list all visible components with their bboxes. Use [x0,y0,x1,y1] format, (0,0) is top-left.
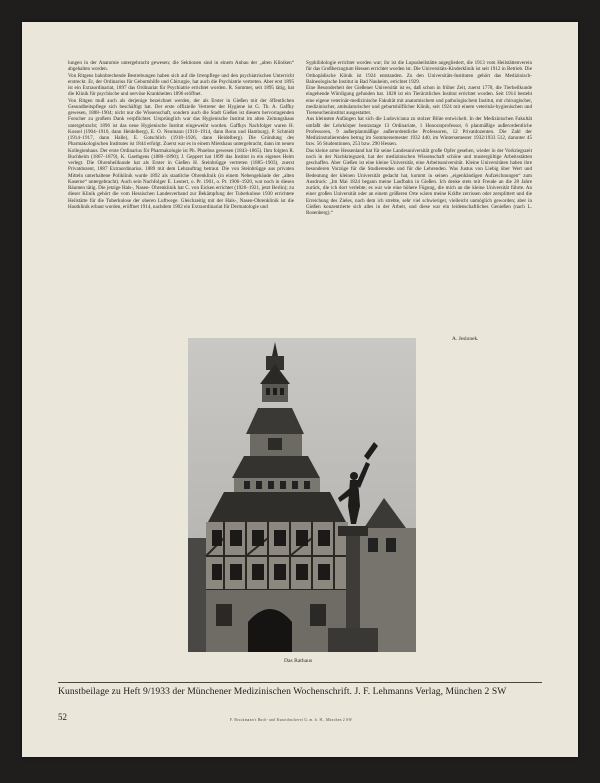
paragraph: Von Ritgens bahnbrechende Bestrebungen haben sich auf die Irrenpflege und den psychiatrischen Unterricht erstreckt. Er, der Ordinarius für Geburtshilfe und Chirurgie, hat auch die Psychiatrie vertreten. Aber erst 1895 ist ein Extraordinariat, 1897 das Ordinariat für Psychiatrie errichtet worden. R. Sommer, seit 1895 tätig, hat die Klinik für psychische und nervöse Krankheiten 1896 eröffnet. [68,72,294,98]
paragraph: Von Ritgen muß auch als derjenige bezeichnet werden, der als Erster in Gießen mit der öffentlichen Gesundheitspflege sich beschäftigt hat. Der erste offizielle Vertreter der Hygiene ist G. Th. A. Gaffky gewesen, 1888–1904; nicht nur die Wissenschaft, sondern auch die Stadt Gießen ist diesem hervorragenden Forscher zu großem Dank verpflichtet. Ursprünglich war das Hygienische Institut im alten Zeitungshaus untergebracht; 1896 ist das neue Hygienische Institut eingeweiht worden. Gaffkys Nachfolger waren H. Kossel (1904–1910, dann Heidelberg), E. O. Neumann (1910–1914, dann Bonn und Hamburg), P. Schmidt (1914–1917, dann Halle), E. Gotschlich (1918–1926, dann Heidelberg). Die Gründung des Pharmakologischen Institutes ist 1844 erfolgt. Zuerst war es in einem Mietshaus untergebracht, dann im neuen Kollegienhaus. Der erste Ordinarius für Pharmakologie ist Ph. Phoebus gewesen (1843–1865). Ihm folgten R. Buchheim (1867–1879), K. Gaethgens (1880–1890); J. Geppert hat 1899 das Institut in ein eigenes Heim verlegt. Die Ohrenheilkunde hat als Erster in Gießen H. Steinbrügge vertreten (1885–1903), zuerst Privatdozent, 1887 Extraordinarius. 1889 mit dem Lehrauftrag betraut. Die von Steinbrügge aus privaten Mitteln unterhaltene Poliklinik wurde 1892 als staatliche Ohrenklinik (in einem Nebengebäude der „alten Kaserne“ untergebracht). Auch sein Nachfolger E. Leutert, o. Pr. 1901, o. Pr. 1906–1920, war noch in diesen Räumen tätig. Die jetzige Hals-, Nasen- Ohrenklinik hat C. von Eicken errichtet (1920–1921, jetzt Berlin); zu dieser Klinik gehört die vom Hessischen Landesverband zur Bekämpfung der Tuberkulose 1930 errichtete Heilstätte für die Tuberkulose der oberen Luftwege. Gleichzeitig mit der Hals-, Nasen-Ohrenklinik ist die Hautklinik erbaut worden, eröffnet 1914, nachdem 1902 ein Extraordinariat für Dermatologie und [68,97,294,210]
rathaus-illustration [188,338,416,652]
paragraph: lungen in der Anatomie untergebracht gewesen; die Sektionen sind in einem Anbau der „alten Kliniken“ abgehalten worden. [68,60,294,73]
paragraph: Aus kleinsten Anfängen hat sich die Ludoviciana zu stolzer Blüte entwickelt. In der Medizinischen Fakultät umfaßt der Lehrkörper heutzutage 13 Ordinariate, 1 Honorarprofessor, 6 planmäßige außerordentliche Professoren, 9 außerplanmäßige außerordentliche Professoren, 12 Privatdozenten. Die Zahl der Medizinstudierenden betrug im Sommersemester 1932 440, im Wintersemester 1932/1933 512, darunter 45 bzw. 56 Studentinnen, 253 bzw. 290 Hessen. [306,116,532,148]
article-body [68,60,532,346]
printer-imprint: F. Bruckmann's Buch- und Kunstdruckerei G. m. b. H., München 2 SW [230,718,353,722]
author-signature: A. Jeslonek. [452,336,479,342]
paragraph: Eine Besonderheit der Gießener Universität ist es, daß schon in früher Zeit, zuerst 1778, die Tierheilkunde eingehende Würdigung gefunden hat. 1828 ist ein Tierärztliches Institut errichtet worden. Seit 1914 besteht eine eigene veterinär-medizinische Fakultät mit anatomischem und pathologischem Institut, mit chirurgischer, medizinischer, ambulatorischer und geburtshilflicher Klinik, seit 1924 mit einem veterinär-hygienischen und Tierseucheninstitut ausgestattet. [306,85,532,116]
photo-caption: Das Rathaus [284,658,313,664]
rathaus-photograph [188,338,416,652]
paragraph: Syphilidologie errichtet worden war; ihr ist die Lupusheilstätte angegliedert, die 1913 vom Heilstättenverein für das Großherzogtum Hessen errichtet worden ist. Die Universitäts-Kinderklinik ist seit 1912 in Betrieb. Die Orthopädische Klinik ist 1924 entstanden. Zu den Universitäts-Instituten gehört das Medizinisch-Balneologische Institut in Bad Nauheim, errichtet 1929. [306,60,532,85]
paragraph: Das kleine arme Hessenland hat für seine Landesuniversität große Opfer gesehen, wieder in der Vorkriegszeit noch in der Nachkriegszeit, hat der medizinischen Wissenschaft schöne und mustergültige Arbeitsstätten geschaffen. Aber Gießen ist eine kleine Universität, eine Arbeitsuniversität. Kleine Universitäten haben ihre besonderen Vorzüge für die Studierenden und für die Lehrenden. Was Justus von Liebig über Wert und Bedeutung der kleinen Universität gedacht hat, kommt in seinen „eigenhändigen Aufzeichnungen“ zum Ausdruck: „Im Mai 1824 begann meine Laufbahn in Gießen. Ich denke stets mit Freude an die 28 Jahre zurück, die ich dort verlebte; es war wie eine höhere Fügung, die mich an die kleine Universität führte. An einer großen Universität oder an einem größeren Orte wären meine Kräfte zerrissen oder zersplittert und die Erreichung des Zieles, nach dem ich strebte, sehr viel schwieriger, vielleicht unmöglich geworden; aber in Gießen konzentrierte sich alles in der Arbeit, und diese war ein leidenschaftliches Genießen (nach L. Rosenberg).“ [306,147,532,216]
left-column [68,60,294,346]
right-column [306,60,532,346]
footer-divider [58,682,542,683]
footer-credit-line: Kunstbeilage zu Heft 9/1933 der Münchener Medizinischen Wochenschrift. J. F. Lehmanns Verlag, München 2 SW [58,686,507,697]
page-number: 52 [58,712,67,722]
page-sheet [22,22,578,757]
